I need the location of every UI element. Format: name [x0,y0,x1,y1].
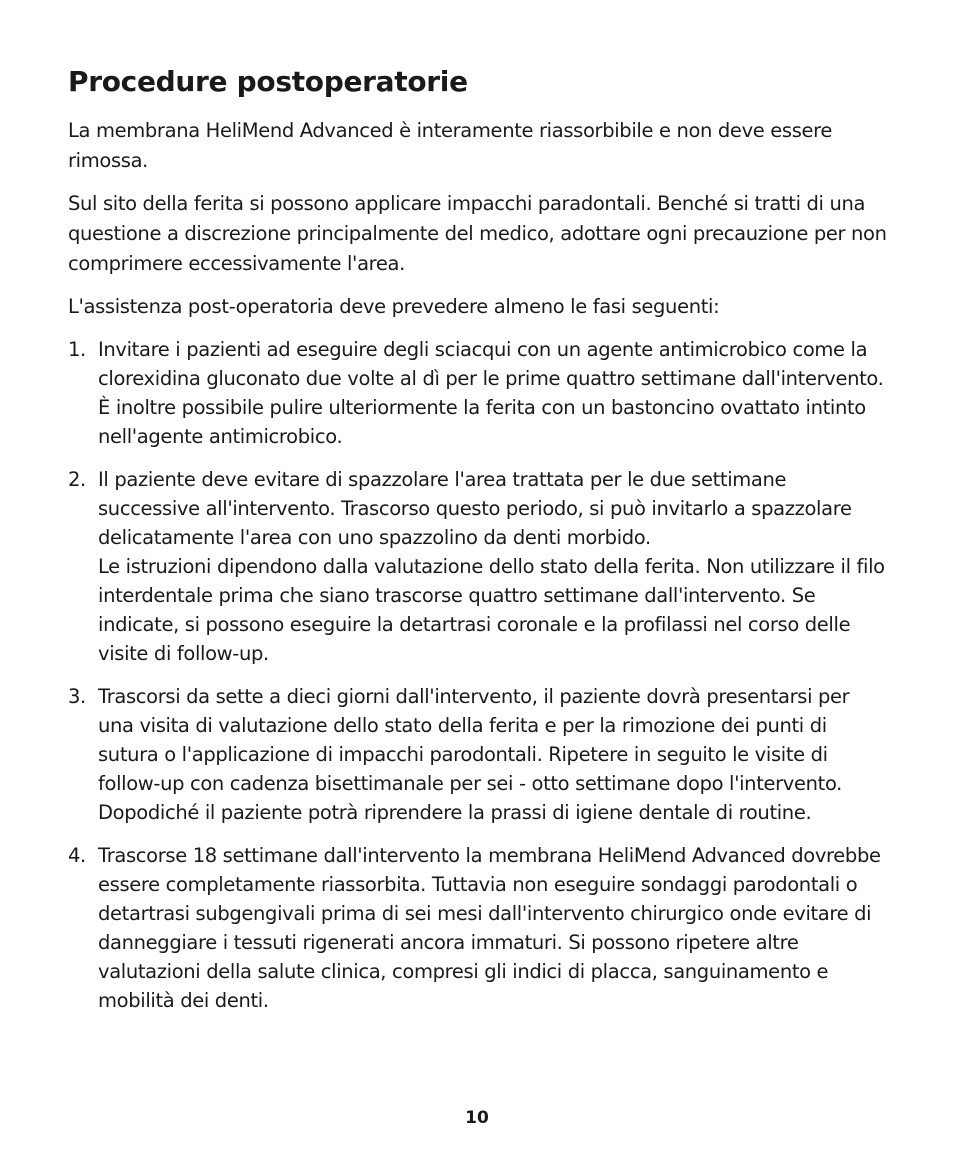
list-item [68,682,888,827]
intro-paragraph-resorbable: La membrana HeliMend Advanced è interamente riassorbibile e non deve essere rimossa. [68,119,833,172]
page-number: 10 [465,1108,489,1128]
list-item-paragraph: Trascorsi da sette a dieci giorni dall'intervento, il paziente dovrà presentarsi per una visita di valutazione dello stato della ferita e per la rimozione dei punti di sutura o l'applicazione di impacchi parodontali. Ripetere in seguito le visite di follow-up con cadenza bisettimanale per sei - otto settimane dopo l'intervento. Dopodiché il paziente potrà riprendere la prassi di igiene dentale di routine. [98,685,850,824]
list-item-paragraph: Invitare i pazienti ad eseguire degli sciacqui con un agente antimicrobico come la clorexidina gluconato due volte al dì per le prime quattro settimane dall'intervento. È inoltre possibile pulire ulteriormente la ferita con un bastoncino ovattato intinto nell'agente antimicrobico. [98,338,884,448]
document-page [68,62,888,1029]
list-item-text [98,465,888,668]
list-item-paragraph: Le istruzioni dipendono dalla valutazione dello stato della ferita. Non utilizzare il filo interdentale prima che siano trascorse quattro settimane dall'intervento. Se indicate, si possono eseguire la detartrasi coronale e la profilassi nel corso delle visite di follow-up. [98,555,885,665]
postoperative-steps-list [68,335,888,1015]
list-item-number: 2. [68,468,86,491]
list-item [68,841,888,1015]
list-item-paragraph: Trascorse 18 settimane dall'intervento la membrana HeliMend Advanced dovrebbe essere completamente riassorbita. Tuttavia non eseguire sondaggi parodontali o detartrasi subgengivali prima di sei mesi dall'intervento chirurgico onde evitare di danneggiare i tessuti rigenerati ancora immaturi. Si possono ripetere altre valutazioni della salute clinica, compresi gli indici di placca, sanguinamento e mobilità dei denti. [98,844,881,1012]
list-item [68,465,888,668]
list-item-text [98,682,888,827]
intro-paragraph-periodontal-packs: Sul sito della ferita si possono applicare impacchi paradontali. Benché si tratti di una questione a discrezione principalmente del medico, adottare ogni precauzione per non comprimere eccessivamente l'area. [68,192,887,275]
list-item-number: 1. [68,338,86,361]
list-item [68,335,888,451]
intro-paragraph-steps-lead: L'assistenza post-operatoria deve prevedere almeno le fasi seguenti: [68,295,720,318]
list-item-text [98,335,888,451]
list-item-number: 3. [68,685,86,708]
page-title: Procedure postoperatorie [68,65,468,98]
list-item-text [98,841,888,1015]
list-item-number: 4. [68,844,86,867]
list-item-paragraph: Il paziente deve evitare di spazzolare l'area trattata per le due settimane successive all'intervento. Trascorso questo periodo, si può invitarlo a spazzolare delicatamente l'area con uno spazzolino da denti morbido. [98,468,852,549]
